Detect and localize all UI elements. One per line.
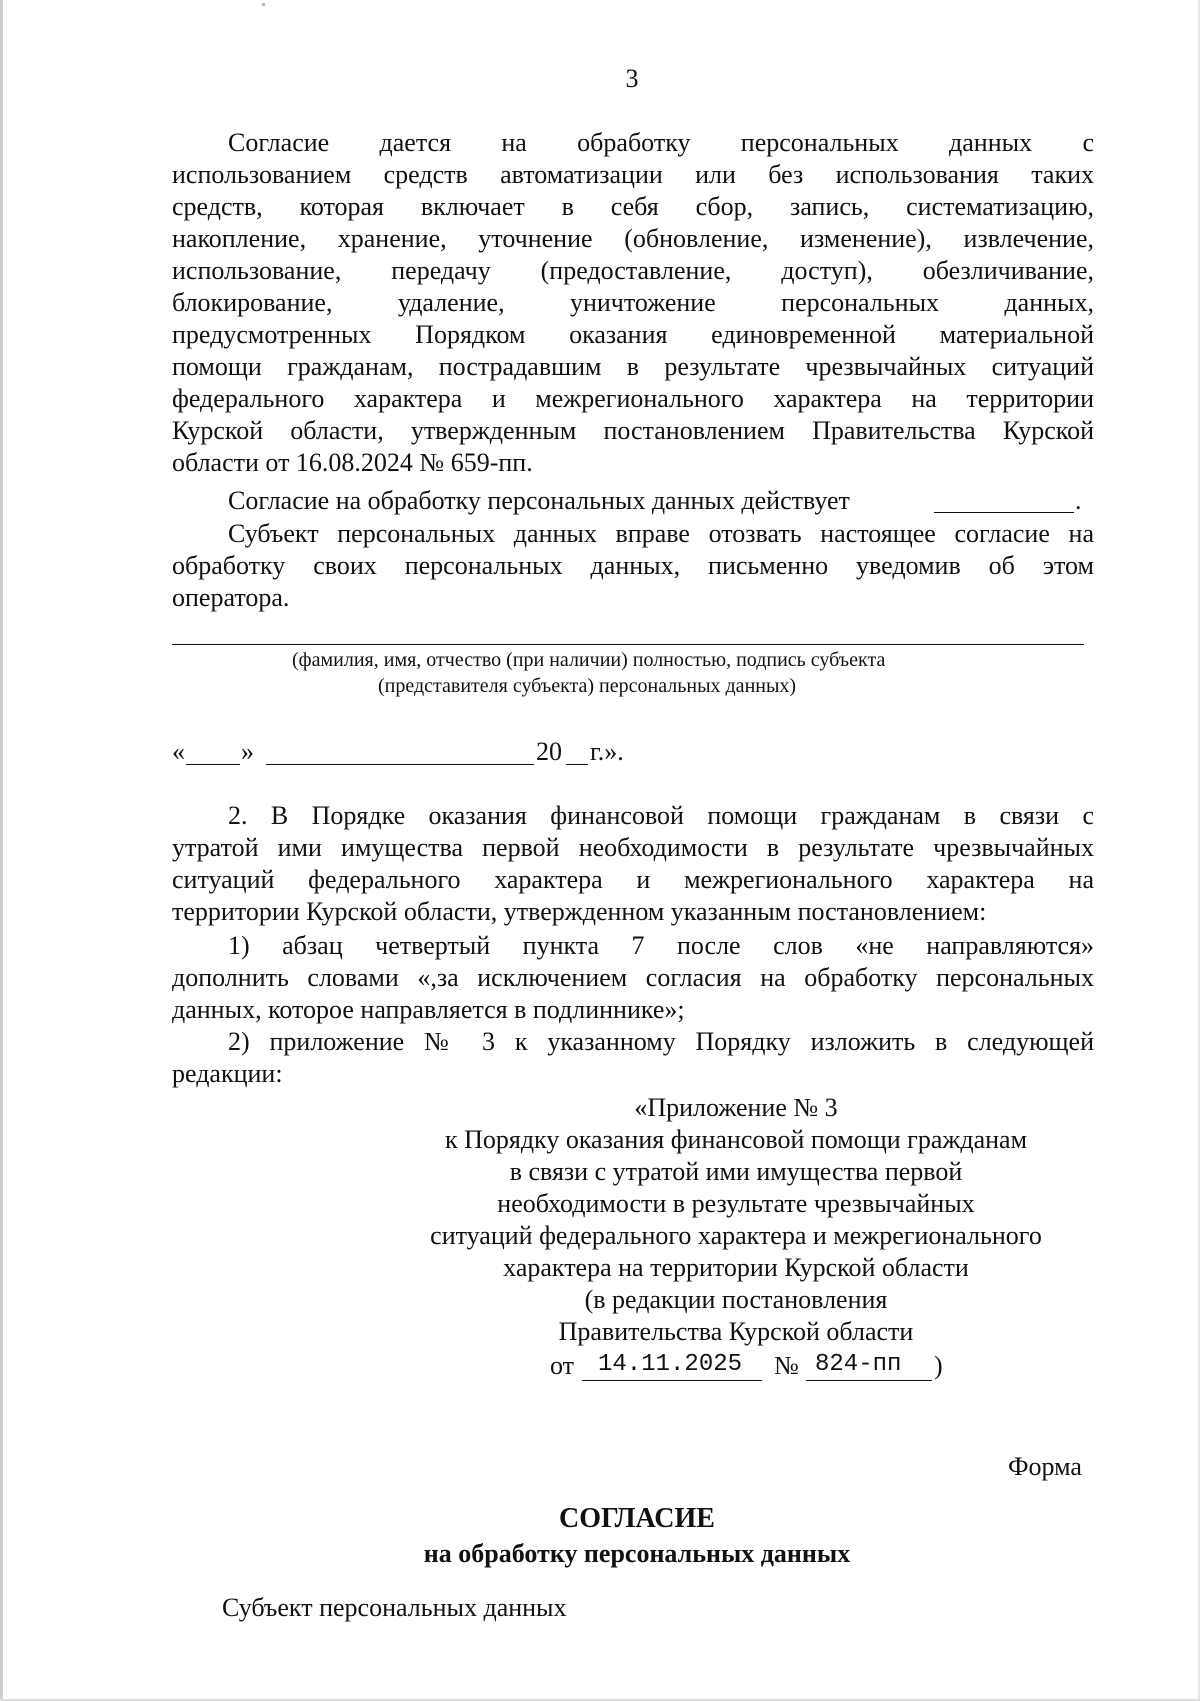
text-line: 2. В Порядке оказания финансовой помощи гражданам в связи с (228, 801, 1094, 830)
text-line: блокирование, удаление, уничтожение персональных данных, (172, 288, 1094, 317)
subject-label: Субъект персональных данных (222, 1593, 567, 1622)
month-blank (266, 764, 534, 765)
text-line: использование, передачу (предоставление, доступ), обезличивание, (172, 256, 1094, 285)
text-line: накопление, хранение, уточнение (обновление, изменение), извлечение, (172, 224, 1094, 253)
text-line: Согласие дается на обработку персональных данных с (228, 128, 1094, 157)
date-open-quote: « (172, 737, 185, 766)
subitem-2-paragraph (172, 1026, 1094, 1090)
scan-artifact (262, 3, 265, 6)
year-blank (566, 764, 588, 765)
text-line: редакции: (172, 1059, 283, 1088)
appendix-number: 824-пп (815, 1351, 902, 1378)
caption-line: (представителя субъекта) персональных данных) (378, 675, 797, 697)
validity-blank-line (934, 512, 1074, 513)
appendix-line: ситуаций федерального характера и межрегионального (430, 1221, 1042, 1250)
text-line: утратой ими имущества первой необходимости в результате чрезвычайных (172, 833, 1094, 862)
validity-text: Согласие на обработку персональных данных действует (228, 486, 850, 515)
appendix-line: «Приложение № 3 (634, 1093, 838, 1122)
caption-line: (фамилия, имя, отчество (при наличии) полностью, подпись субъекта (292, 649, 886, 671)
text-line: 1) абзац четвертый пункта 7 после слов «не направляются» (228, 931, 1094, 960)
signature-line (172, 644, 1084, 645)
year-prefix: 20 (536, 737, 562, 766)
form-label: Форма (1008, 1452, 1082, 1481)
day-blank (186, 764, 240, 765)
text-line: Курской области, утвержденным постановлением Правительства Курской (172, 416, 1094, 445)
appendix-from-label: от (550, 1351, 575, 1380)
text-line: предусмотренных Порядком оказания единовременной материальной (172, 320, 1094, 349)
text-line: обработку своих персональных данных, письменно уведомив об этом (172, 551, 1094, 580)
text-line: Субъект персональных данных вправе отозвать настоящее согласие на (228, 519, 1094, 548)
appendix-close: ) (934, 1351, 943, 1380)
text-line: федерального характера и межрегионального характера на территории (172, 384, 1094, 413)
form-subtitle: на обработку персональных данных (423, 1539, 851, 1568)
appendix-date-underline (582, 1380, 762, 1381)
item-2-paragraph (172, 800, 1094, 928)
appendix-line: Правительства Курской области (558, 1317, 914, 1346)
page-number: 3 (625, 64, 639, 93)
text-line: дополнить словами «,за исключением согласия на обработку персональных (172, 963, 1094, 992)
signature-caption (172, 647, 1084, 699)
year-suffix: г.». (590, 737, 624, 766)
consent-paragraph (172, 127, 1094, 479)
text-line: территории Курской области, утвержденном указанным постановлением: (172, 897, 987, 926)
text-line: 2) приложение № 3 к указанному Порядку изложить в следующей (228, 1027, 1094, 1056)
appendix-line: в связи с утратой ими имущества первой (509, 1157, 963, 1186)
appendix-line: необходимости в результате чрезвычайных (497, 1189, 975, 1218)
text-line: области от 16.08.2024 № 659-пп. (172, 448, 533, 477)
text-line: оператора. (172, 583, 290, 612)
appendix-line: характера на территории Курской области (503, 1253, 969, 1282)
text-line: использованием средств автоматизации или без использования таких (172, 160, 1094, 189)
text-line: данных, которое направляется в подлиннике»; (172, 995, 685, 1024)
text-line: помощи гражданам, пострадавшим в результате чрезвычайных ситуаций (172, 352, 1094, 381)
validity-end: . (1075, 486, 1082, 515)
scan-edge (0, 0, 3, 1701)
withdraw-paragraph (172, 518, 1094, 614)
date-close-quote: » (241, 737, 254, 766)
appendix-date: 14.11.2025 (598, 1351, 743, 1378)
text-line: средств, которая включает в себя сбор, запись, систематизацию, (172, 192, 1094, 221)
appendix-number-label: № (774, 1351, 799, 1380)
appendix-line: (в редакции постановления (584, 1285, 888, 1314)
subitem-1-paragraph (172, 930, 1094, 1026)
appendix-header (396, 1092, 1076, 1348)
appendix-line: к Порядку оказания финансовой помощи гражданам (444, 1125, 1028, 1154)
form-title: СОГЛАСИЕ (559, 1503, 715, 1534)
text-line: ситуаций федерального характера и межрегионального характера на (172, 865, 1094, 894)
appendix-number-underline (806, 1380, 932, 1381)
